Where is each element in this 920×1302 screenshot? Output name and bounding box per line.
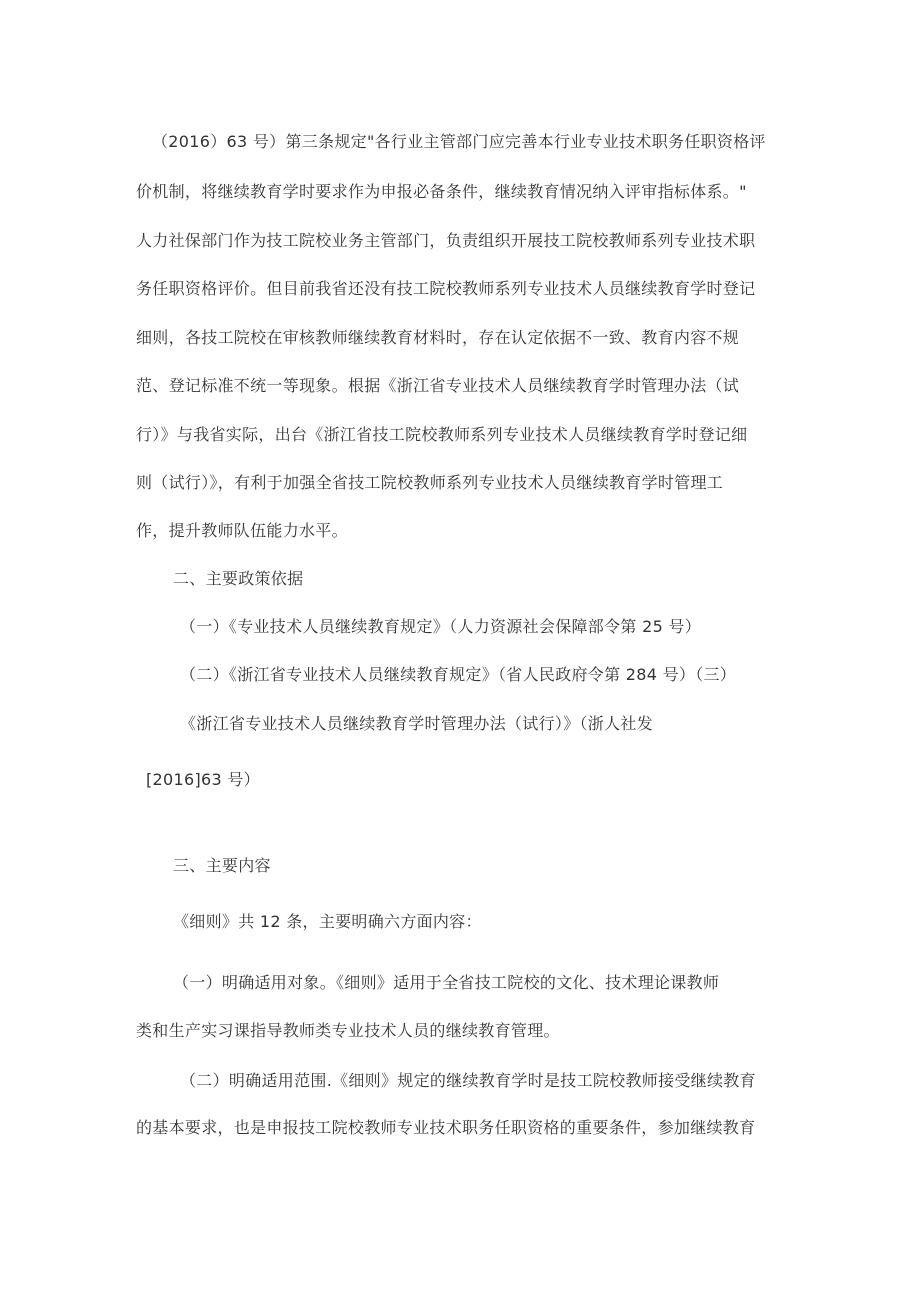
paragraph-line: 作，提升教师队伍能力水平。 (136, 521, 348, 540)
paragraph-line: 类和生产实习课指导教师类专业技术人员的继续教育管理。 (136, 1021, 560, 1040)
paragraph-line: 则（试行）》，有利于加强全省技工院校教师系列专业技术人员继续教育学时管理工 (136, 473, 724, 492)
paragraph-line: 行）》与我省实际，出台《浙江省技工院校教师系列专业技术人员继续教育学时登记细 (136, 425, 748, 444)
policy-item: （二）《浙江省专业技术人员继续教育规定》（省人民政府令第 284 号）（三） (180, 665, 737, 684)
paragraph-line: 务任职资格评价。但目前我省还没有技工院校教师系列专业技术人员继续教育学时登记 (136, 279, 756, 298)
paragraph-line: 范、登记标准不统一等现象。根据《浙江省专业技术人员继续教育学时管理办法（试 (136, 376, 740, 395)
paragraph-line: 细则，各技工院校在审核教师继续教育材料时，存在认定依据不一致、教育内容不规 (136, 328, 740, 347)
paragraph-line: 人力社保部门作为技工院校业务主管部门，负责组织开展技工院校教师系列专业技术职 (136, 231, 756, 250)
paragraph-line: （2016）63 号）第三条规定"各行业主管部门应完善本行业专业技术职务任职资格评 (152, 132, 766, 151)
paragraph-line: （二）明确适用范围.《细则》规定的继续教育学时是技工院校教师接受继续教育 (180, 1071, 756, 1090)
policy-item-continuation: [2016]63 号） (146, 770, 260, 789)
paragraph-line: 《细则》共 12 条，主要明确六方面内容： (173, 912, 482, 931)
policy-item: （一）《专业技术人员继续教育规定》（人力资源社会保障部令第 25 号） (180, 617, 702, 636)
section-heading: 三、主要内容 (173, 856, 271, 875)
paragraph-line: 价机制，将继续教育学时要求作为申报必备条件，继续教育情况纳入评审指标体系。" (136, 182, 747, 201)
section-heading: 二、主要政策依据 (173, 569, 304, 588)
paragraph-line: 的基本要求，也是申报技工院校教师专业技术职务任职资格的重要条件，参加继续教育 (136, 1118, 756, 1137)
policy-item: 《浙江省专业技术人员继续教育学时管理办法（试行）》（浙人社发 (180, 714, 654, 733)
paragraph-line: （一）明确适用对象。《细则》适用于全省技工院校的文化、技术理论课教师 (173, 973, 720, 992)
